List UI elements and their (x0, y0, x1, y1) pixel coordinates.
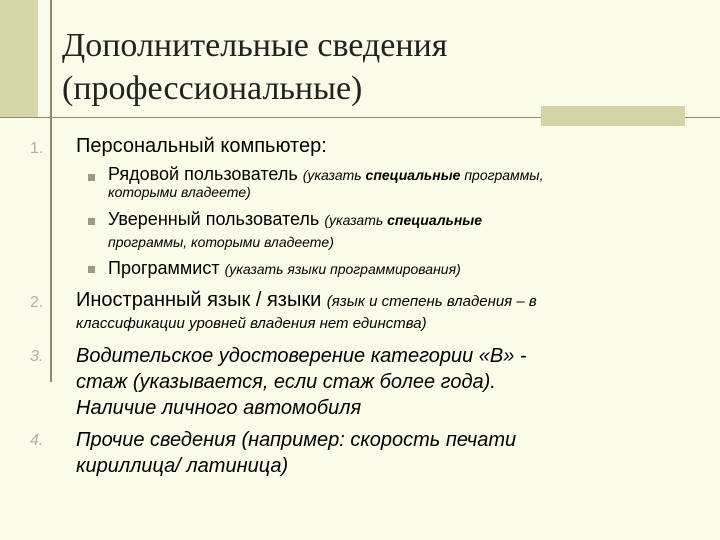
item-number: 3. (30, 348, 44, 365)
subitem-main: Рядовой пользователь (108, 164, 298, 184)
bullet-icon (88, 174, 95, 181)
item-number: 2. (30, 294, 44, 311)
subitem-continuation: которыми владеете) (108, 184, 251, 200)
decor-bar-left (0, 0, 38, 117)
subitem-text (108, 258, 461, 279)
subitem-note: (указать языки программирования) (224, 261, 461, 277)
subitem-text (108, 209, 482, 230)
item-line: Прочие сведения (например: скорость печати (76, 429, 517, 451)
subitem-text (108, 164, 543, 185)
decor-box-right (541, 106, 685, 126)
title-line-1: Дополнительные сведения (62, 27, 448, 64)
item-number: 4. (30, 432, 44, 449)
bullet-icon (88, 266, 95, 273)
subitem-main: Программист (108, 258, 220, 278)
subitem-note (303, 167, 544, 183)
bullet-icon (88, 218, 95, 225)
note-pre: (указать (324, 212, 388, 228)
title-line-2: (профессиональные) (62, 70, 363, 107)
item-line: Наличие личного автомобиля (76, 397, 362, 419)
subitem-note (324, 212, 482, 228)
subitem-continuation: программы, которыми владеете) (108, 234, 334, 250)
decor-vertical-line (50, 0, 52, 382)
slide-title (62, 24, 447, 110)
item-line: кириллица/ латиница) (76, 455, 289, 477)
item-number: 1. (30, 140, 44, 157)
item-text (76, 288, 537, 314)
item-text: Персональный компьютер: (76, 135, 327, 157)
note-pre: (указать (302, 167, 366, 183)
item-note: (язык и степень владения – в (326, 293, 537, 310)
item-line: стаж (указывается, если стаж более года). (76, 371, 496, 393)
note-bold: специальные (387, 212, 483, 228)
item-continuation: классификации уровней владения нет единства) (76, 315, 427, 332)
subitem-main: Уверенный пользователь (108, 209, 320, 229)
note-post: программы, (460, 167, 544, 183)
item-line: Водительское удостоверение категории «В» - (76, 345, 527, 367)
item-main: Иностранный язык / языки (76, 289, 322, 311)
note-bold: специальные (365, 167, 461, 183)
